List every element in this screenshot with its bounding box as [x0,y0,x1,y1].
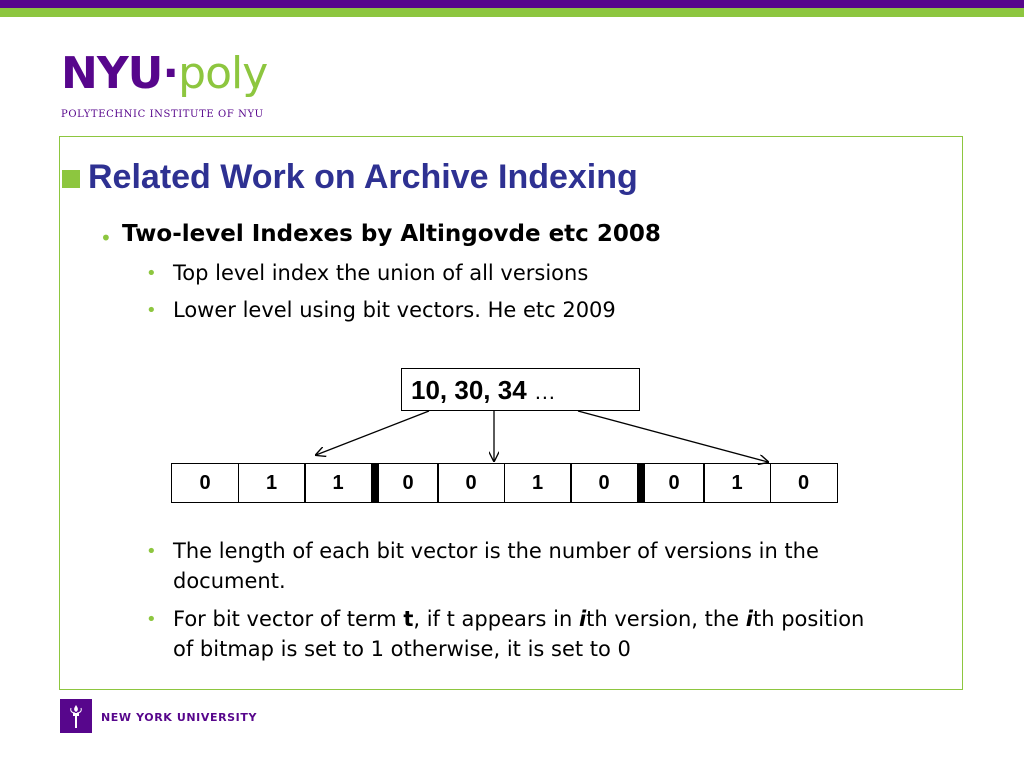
text-span: th position [752,607,865,631]
footer-university-name: NEW YORK UNIVERSITY [101,711,258,724]
bit-vector [171,463,838,503]
sub-bullet-top-level: Top level index the union of all versions [173,261,589,285]
posting-list-values: 10, 30, 34 [411,375,527,405]
posting-list-ellipsis: … [533,379,556,404]
arrow-left [316,411,429,455]
text-span: th version, the [586,607,746,631]
bullet-dot: • [146,609,157,630]
bullet-dot: • [146,541,157,562]
bit-cell: 0 [437,463,505,503]
nyu-torch-icon [60,699,92,733]
bit-cell: 1 [238,463,306,503]
arrow-right [578,411,768,462]
italic-i: i [578,607,587,631]
sub-bullet-lower-level: Lower level using bit vectors. He etc 2009 [173,298,616,322]
bit-cell: 0 [770,463,838,503]
logo-nyu-text: NYU [61,48,163,99]
bullet-dot: • [146,263,157,284]
bit-cell: 1 [304,463,372,503]
bullet-dot: • [146,300,157,321]
bit-cell: 1 [703,463,771,503]
term-t: t [403,607,414,631]
bullet-bitvector-line2: of bitmap is set to 1 otherwise, it is set to 0 [173,637,631,661]
bullet-length-line2: document. [173,569,286,593]
bullet-bitvector-line1 [173,604,864,634]
slide-title: Related Work on Archive Indexing [88,158,638,196]
bullet-length-line1: The length of each bit vector is the number of versions in the [173,539,819,563]
bit-cell: 0 [570,463,638,503]
bullet-dot: • [100,226,112,250]
bit-cell: 1 [504,463,572,503]
text-span: , if t appears in [413,607,579,631]
logo-poly-text: poly [178,48,268,99]
text-span: For bit vector of term [173,607,404,631]
bit-cell: 0 [171,463,239,503]
logo-subtitle: POLYTECHNIC INSTITUTE OF NYU [61,109,264,120]
bullet-two-level-indexes: Two-level Indexes by Altingovde etc 2008 [122,221,661,247]
logo-dot: · [162,48,179,99]
italic-i: i [745,607,753,631]
bit-cell: 0 [637,463,705,503]
bit-cell: 0 [371,463,439,503]
